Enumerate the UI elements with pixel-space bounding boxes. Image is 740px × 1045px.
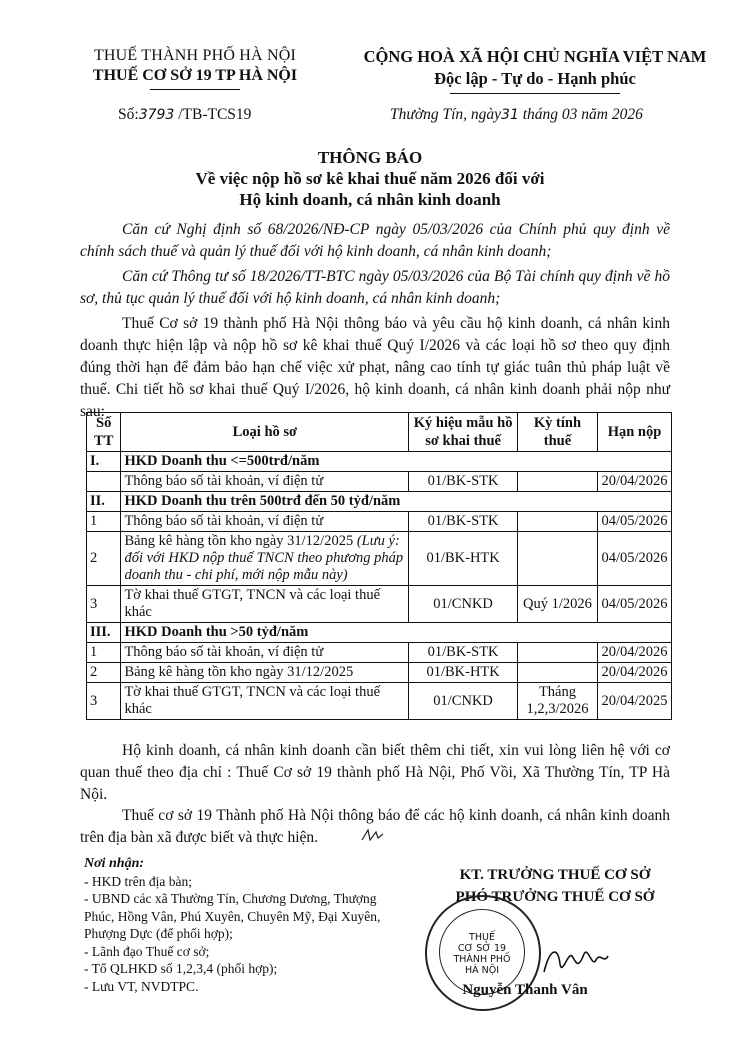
handwritten-signature-icon [540,942,610,983]
section-number: II. [87,492,121,512]
row-form-code: 01/CNKD [409,586,518,623]
row-document-label: Bảng kê hàng tồn kho ngày 31/12/2025 [124,533,354,549]
row-tax-period: Quý 1/2026 [517,586,597,623]
header-stt: Số TT [87,413,121,452]
table-row [87,683,672,720]
row-deadline: 04/05/2026 [598,512,672,532]
section-title: HKD Doanh thu <=500trđ/năm [121,452,672,472]
recipient-item: - Tổ QLHKD số 1,2,3,4 (phối hợp); [84,961,278,976]
row-document-type: Bảng kê hàng tồn kho ngày 31/12/2025 [121,663,409,683]
signer-name: Nguyễn Thanh Vân [462,982,588,998]
header-document-type: Loại hồ sơ [121,413,409,452]
national-header [340,47,730,94]
title-subject-2: Hộ kinh doanh, cá nhân kinh doanh [239,190,501,209]
paragraph-legal-basis-1: Căn cứ Nghị định số 68/2026/NĐ-CP ngày 05/03/2026 của Chính phủ quy định về chính sách thuế và quản lý thuế đối với hộ kinh doanh, cá nhân kinh doanh; [80,221,670,260]
signature-subtitle: PHÓ TRƯỞNG THUẾ CƠ SỞ [455,889,655,905]
recipients-heading: Nơi nhận: [84,856,145,871]
row-deadline: 20/04/2026 [598,643,672,663]
ref-suffix: /TB-TCS19 [178,106,252,123]
row-deadline: 04/05/2026 [598,532,672,586]
row-document-type: Tờ khai thuế GTGT, TNCN và các loại thuế khác [121,683,409,720]
row-stt: 2 [87,663,121,683]
header-form-code: Ký hiệu mẫu hồ sơ khai thuế [409,413,518,452]
row-stt: 3 [87,683,121,720]
row-tax-period [517,512,597,532]
national-title: CỘNG HOÀ XÃ HỘI CHỦ NGHĨA VIỆT NAM [363,47,707,66]
header-deadline: Hạn nộp [598,413,672,452]
signature-block [405,864,705,908]
table-header-row [87,413,672,452]
table-section-row [87,452,672,472]
recipient-item: - Lưu VT, NVDTPC. [84,978,199,994]
recipients-block [84,855,404,995]
national-motto: Độc lập - Tự do - Hạnh phúc [434,69,636,88]
paragraph-notice: Thuế Cơ sở 19 thành phố Hà Nội thông báo và yêu cầu hộ kinh doanh, cá nhân kinh doanh thực hiện lập và nộp hồ sơ kê khai thuế Quý I/2026 và các loại hồ sơ theo quy định đúng thời hạn để đảm bảo hạn chế việc xử phạt, nâng cao tính tự giác tuân thủ pháp luật về thuế. Chi tiết hồ sơ khai thuế Quý I/2026, hộ kinh doanh, cá nhân kinh doanh phải nộp như sau: [80,315,670,420]
table-row [87,532,672,586]
row-document-type: Thông báo số tài khoản, ví điện tử [121,472,409,492]
motto-underline [450,93,620,94]
section-number: III. [87,623,121,643]
table-section-row [87,623,672,643]
row-document-type [121,532,409,586]
row-document-note: (Lưu ý: đối với HKD nộp thuế TNCN theo phương pháp doanh thu - chi phí, mới nộp mẫu này) [124,533,404,583]
issue-date [390,106,643,124]
notice-title [70,147,670,210]
row-form-code: 01/BK-STK [409,643,518,663]
section-title: HKD Doanh thu trên 500trđ đến 50 tỷđ/năm [121,492,672,512]
row-tax-period [517,472,597,492]
row-deadline: 20/04/2026 [598,472,672,492]
row-tax-period [517,532,597,586]
title-subject: Về việc nộp hồ sơ kê khai thuế năm 2026 đối với [195,169,545,188]
paragraph-closing [80,805,670,849]
seal-text [440,932,524,976]
row-stt: 1 [87,643,121,663]
recipient-item: - Lãnh đạo Thuế cơ sở; [84,943,210,959]
row-document-type: Tờ khai thuế GTGT, TNCN và các loại thuế khác [121,586,409,623]
row-form-code: 01/CNKD [409,683,518,720]
contact-info [80,740,670,806]
row-form-code: 01/BK-STK [409,512,518,532]
issuer-header [70,47,320,90]
row-stt: 1 [87,512,121,532]
notice-body [80,313,670,423]
paragraph-contact: Hộ kinh doanh, cá nhân kinh doanh cần biết thêm chi tiết, xin vui lòng liên hệ với cơ quan thuế theo địa chỉ : Thuế Cơ sở 19 thành phố Hà Nội, Phố Vồi, Xã Thường Tín, TP Hà Nội. [80,742,670,803]
closing-sentence: Thuế cơ sở 19 Thành phố Hà Nội thông báo để các hộ kinh doanh, cá nhân kinh doanh trên địa bàn xã được biết và thực hiện. [80,807,670,846]
date-rest: tháng 03 năm 2026 [522,106,643,123]
recipients-list [84,873,404,996]
table-row [87,663,672,683]
row-document-type: Thông báo số tài khoản, ví điện tử [121,512,409,532]
row-deadline: 20/04/2026 [598,663,672,683]
row-deadline: 04/05/2026 [598,586,672,623]
section-number: I. [87,452,121,472]
row-document-type: Thông báo số tài khoản, ví điện tử [121,643,409,663]
issuer-parent: THUẾ THÀNH PHỐ HÀ NỘI [93,47,297,64]
date-day-handwritten: 31 [501,107,519,123]
title-heading: THÔNG BÁO [317,148,423,167]
legal-basis-2 [80,266,670,310]
date-prefix: Thường Tín, ngày [390,106,502,123]
row-form-code: 01/BK-HTK [409,663,518,683]
row-stt: 3 [87,586,121,623]
paragraph-legal-basis-2: Căn cứ Thông tư số 18/2026/TT-BTC ngày 05/03/2026 của Bộ Tài chính quy định về hồ sơ, thủ tục quản lý thuế đối với hộ kinh doanh, cá nhân kinh doanh; [80,268,670,307]
table-row [87,643,672,663]
seal-line-2: CƠ SỞ 19 [457,943,507,954]
row-tax-period [517,663,597,683]
seal-line-1: THUẾ [469,932,495,943]
legal-basis-1 [80,219,670,263]
reference-number [118,106,251,124]
recipient-item: - UBND các xã Thường Tín, Chương Dương, Thượng Phúc, Hồng Vân, Phú Xuyên, Chuyên Mỹ, Đại Xuyên, Phượng Dực (để phối hợp); [84,891,381,941]
table-row [87,512,672,532]
filing-requirements-table [86,412,672,720]
ref-number-handwritten: 3793 [138,107,175,123]
closing-text [80,805,670,849]
header-tax-period: Kỳ tính thuế [517,413,597,452]
table-row [87,472,672,492]
row-form-code: 01/BK-STK [409,472,518,492]
row-stt: 2 [87,532,121,586]
initial-mark-icon [318,827,342,849]
seal-line-4: HÀ NỘI [464,965,500,976]
ref-prefix: Số: [118,106,139,123]
signature-title: KT. TRƯỞNG THUẾ CƠ SỞ [459,867,651,883]
row-stt [87,472,121,492]
issuer-underline [150,89,240,90]
row-tax-period: Tháng 1,2,3/2026 [517,683,597,720]
row-form-code: 01/BK-HTK [409,532,518,586]
row-deadline: 20/04/2025 [598,683,672,720]
recipient-item: - HKD trên địa bàn; [84,873,192,889]
section-title: HKD Doanh thu >50 tỷđ/năm [121,623,672,643]
table-row [87,586,672,623]
table-section-row [87,492,672,512]
seal-line-3: THÀNH PHỐ [453,954,511,965]
row-tax-period [517,643,597,663]
issuer-name: THUẾ CƠ SỞ 19 TP HÀ NỘI [92,67,298,84]
